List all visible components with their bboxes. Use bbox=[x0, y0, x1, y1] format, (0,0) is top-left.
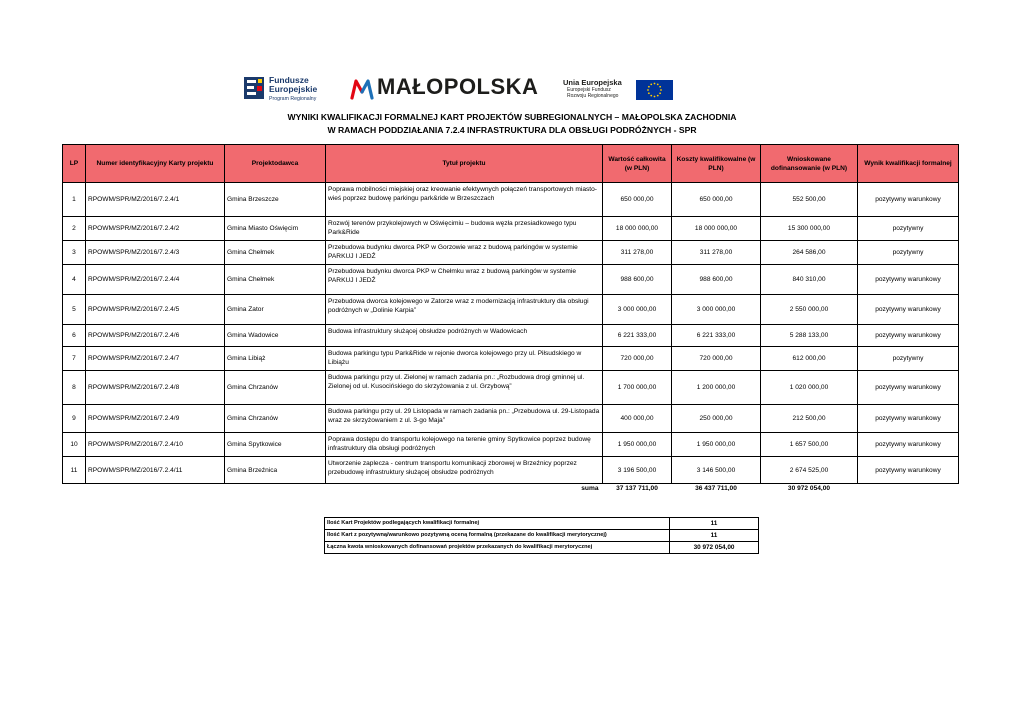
title-line1: WYNIKI KWALIFIKACJI FORMALNEJ KART PROJEKTÓW SUBREGIONALNYCH – MAŁOPOLSKA ZACHODNIA bbox=[287, 112, 737, 122]
table-row bbox=[63, 457, 959, 484]
row-lp: 10 bbox=[63, 433, 86, 457]
summary-value: 30 972 054,00 bbox=[670, 542, 759, 554]
row-eligible: 650 000,00 bbox=[672, 183, 761, 217]
row-eligible: 1 950 000,00 bbox=[672, 433, 761, 457]
row-cofin: 612 000,00 bbox=[761, 347, 858, 371]
row-eligible: 18 000 000,00 bbox=[672, 217, 761, 241]
row-title: Rozwój terenów przykolejowych w Oświęcimiu – budowa węzła przesiadkowego typu Park&Ride bbox=[326, 217, 603, 241]
sum-row bbox=[63, 484, 959, 495]
row-title: Budowa parkingu przy ul. Zielonej w ramach zadania pn.: „Rozbudowa drogi gminnej ul. Zielonej od ul. Kusocińskiego do skrzyżowania z ul. Grzybową” bbox=[326, 371, 603, 405]
row-result: pozytywny warunkowy bbox=[858, 371, 959, 405]
row-total: 988 600,00 bbox=[603, 265, 672, 295]
header-number: Numer identyfikacyjny Karty projektu bbox=[86, 145, 225, 183]
row-lp: 8 bbox=[63, 371, 86, 405]
row-beneficiary: Gmina Brzeźnica bbox=[225, 457, 326, 484]
row-result: pozytywny warunkowy bbox=[858, 295, 959, 325]
sum-total: 37 137 711,00 bbox=[616, 485, 658, 492]
row-cofin: 2 550 000,00 bbox=[761, 295, 858, 325]
row-lp: 3 bbox=[63, 241, 86, 265]
row-total: 400 000,00 bbox=[603, 405, 672, 433]
header-result: Wynik kwalifikacji formalnej bbox=[858, 145, 959, 183]
row-beneficiary: Gmina Chełmek bbox=[225, 241, 326, 265]
table-row bbox=[63, 241, 959, 265]
row-eligible: 720 000,00 bbox=[672, 347, 761, 371]
row-result: pozytywny warunkowy bbox=[858, 183, 959, 217]
row-beneficiary: Gmina Wadowice bbox=[225, 325, 326, 347]
row-title: Budowa parkingu przy ul. 29 Listopada w ramach zadania pn.: „Przebudowa ul. 29-Listopada wraz ze skrzyżowaniem z ul. 3-go Maja” bbox=[326, 405, 603, 433]
row-title: Poprawa dostępu do transportu kolejowego na terenie gminy Spytkowice poprzez budowę infrastruktury dla obsługi podróżnych bbox=[326, 433, 603, 457]
fe-line1: Fundusze bbox=[269, 75, 309, 85]
row-number: RPOWM/SPR/MZ/2016/7.2.4/4 bbox=[86, 265, 225, 295]
row-beneficiary: Gmina Spytkowice bbox=[225, 433, 326, 457]
row-result: pozytywny warunkowy bbox=[858, 433, 959, 457]
row-result: pozytywny bbox=[858, 347, 959, 371]
row-lp: 7 bbox=[63, 347, 86, 371]
eu-line2: Europejski Fundusz bbox=[567, 87, 611, 93]
row-lp: 2 bbox=[63, 217, 86, 241]
row-eligible: 3 000 000,00 bbox=[672, 295, 761, 325]
row-result: pozytywny warunkowy bbox=[858, 457, 959, 484]
row-title: Przebudowa dworca kolejowego w Zatorze wraz z modernizacją infrastruktury dla obsługi podróżnych w „Dolinie Karpia” bbox=[326, 295, 603, 325]
table-row bbox=[63, 347, 959, 371]
row-total: 3 000 000,00 bbox=[603, 295, 672, 325]
row-cofin: 1 020 000,00 bbox=[761, 371, 858, 405]
header-total: Wartość całkowita (w PLN) bbox=[603, 145, 672, 183]
row-number: RPOWM/SPR/MZ/2016/7.2.4/10 bbox=[86, 433, 225, 457]
table-row bbox=[63, 183, 959, 217]
table-header-row bbox=[63, 145, 959, 183]
row-result: pozytywny bbox=[858, 241, 959, 265]
summary-row bbox=[325, 530, 759, 542]
fe-line2: Europejskie bbox=[269, 84, 318, 94]
row-total: 1 700 000,00 bbox=[603, 371, 672, 405]
malopolska-logo bbox=[350, 76, 540, 104]
row-beneficiary: Gmina Chrzanów bbox=[225, 405, 326, 433]
fundusze-europejskie-icon bbox=[244, 77, 264, 99]
row-beneficiary: Gmina Libiąż bbox=[225, 347, 326, 371]
table-row bbox=[63, 371, 959, 405]
row-total: 3 196 500,00 bbox=[603, 457, 672, 484]
row-cofin: 15 300 000,00 bbox=[761, 217, 858, 241]
summary-value: 11 bbox=[670, 518, 759, 530]
table-row bbox=[63, 433, 959, 457]
summary-label: Łączna kwota wnioskowanych dofinansowań projektów przekazanych do kwalifikacji merytorycznej bbox=[325, 542, 670, 554]
row-result: pozytywny bbox=[858, 217, 959, 241]
row-title: Budowa infrastruktury służącej obsłudze podróżnych w Wadowicach bbox=[326, 325, 603, 347]
row-title: Przebudowa budynku dworca PKP w Gorzowie wraz z budową parkingów w systemie PARKUJ I JEDŹ bbox=[326, 241, 603, 265]
row-number: RPOWM/SPR/MZ/2016/7.2.4/7 bbox=[86, 347, 225, 371]
row-cofin: 212 500,00 bbox=[761, 405, 858, 433]
row-lp: 11 bbox=[63, 457, 86, 484]
table-row bbox=[63, 265, 959, 295]
row-total: 311 278,00 bbox=[603, 241, 672, 265]
row-cofin: 1 657 500,00 bbox=[761, 433, 858, 457]
summary-row bbox=[325, 542, 759, 554]
fundusze-europejskie-logo bbox=[244, 76, 344, 102]
row-lp: 6 bbox=[63, 325, 86, 347]
row-eligible: 1 200 000,00 bbox=[672, 371, 761, 405]
summary-row bbox=[325, 518, 759, 530]
row-beneficiary: Gmina Miasto Oświęcim bbox=[225, 217, 326, 241]
row-number: RPOWM/SPR/MZ/2016/7.2.4/3 bbox=[86, 241, 225, 265]
row-beneficiary: Gmina Chrzanów bbox=[225, 371, 326, 405]
summary-value: 11 bbox=[670, 530, 759, 542]
header-eligible: Koszty kwalifikowalne (w PLN) bbox=[672, 145, 761, 183]
header-title: Tytuł projektu bbox=[326, 145, 603, 183]
row-beneficiary: Gmina Brzeszcze bbox=[225, 183, 326, 217]
eu-line3: Rozwoju Regionalnego bbox=[567, 93, 619, 99]
row-result: pozytywny warunkowy bbox=[858, 325, 959, 347]
row-result: pozytywny warunkowy bbox=[858, 265, 959, 295]
row-eligible: 6 221 333,00 bbox=[672, 325, 761, 347]
header-beneficiary: Projektodawca bbox=[225, 145, 326, 183]
logo-bar bbox=[0, 76, 1024, 104]
row-number: RPOWM/SPR/MZ/2016/7.2.4/2 bbox=[86, 217, 225, 241]
row-total: 720 000,00 bbox=[603, 347, 672, 371]
row-cofin: 840 310,00 bbox=[761, 265, 858, 295]
header-lp: LP bbox=[63, 145, 86, 183]
row-eligible: 250 000,00 bbox=[672, 405, 761, 433]
row-number: RPOWM/SPR/MZ/2016/7.2.4/11 bbox=[86, 457, 225, 484]
row-number: RPOWM/SPR/MZ/2016/7.2.4/6 bbox=[86, 325, 225, 347]
row-cofin: 264 586,00 bbox=[761, 241, 858, 265]
row-cofin: 552 500,00 bbox=[761, 183, 858, 217]
row-beneficiary: Gmina Zator bbox=[225, 295, 326, 325]
row-total: 18 000 000,00 bbox=[603, 217, 672, 241]
header-cofin: Wnioskowane dofinansowanie (w PLN) bbox=[761, 145, 858, 183]
row-title: Utworzenie zaplecza - centrum transportu komunikacji zborowej w Brzeźnicy poprzez przebudowę infrastruktury służącej obsłudze podróżnych bbox=[326, 457, 603, 484]
row-number: RPOWM/SPR/MZ/2016/7.2.4/9 bbox=[86, 405, 225, 433]
row-lp: 5 bbox=[63, 295, 86, 325]
results-table bbox=[62, 144, 959, 494]
summary-label: Ilość Kart Projektów podlegających kwalifikacji formalnej bbox=[325, 518, 670, 530]
row-total: 6 221 333,00 bbox=[603, 325, 672, 347]
eu-flag-icon bbox=[636, 80, 673, 100]
title-line2: W RAMACH PODDZIAŁANIA 7.2.4 INFRASTRUKTURA DLA OBSŁUGI PODRÓŻNYCH - SPR bbox=[327, 125, 697, 135]
sum-eligible: 36 437 711,00 bbox=[695, 485, 737, 492]
row-eligible: 3 146 500,00 bbox=[672, 457, 761, 484]
eu-line1: Unia Europejska bbox=[563, 78, 622, 87]
table-row bbox=[63, 325, 959, 347]
row-number: RPOWM/SPR/MZ/2016/7.2.4/8 bbox=[86, 371, 225, 405]
row-title: Poprawa mobilności miejskiej oraz kreowanie efektywnych połączeń transportowych miasto-wieś poprzez budowę parkingu park&ride w Brzeszczach bbox=[326, 183, 603, 217]
document-title bbox=[0, 111, 1024, 137]
row-total: 1 950 000,00 bbox=[603, 433, 672, 457]
row-beneficiary: Gmina Chełmek bbox=[225, 265, 326, 295]
row-lp: 4 bbox=[63, 265, 86, 295]
fe-line3: Program Regionalny bbox=[269, 96, 317, 102]
sum-empty bbox=[858, 484, 959, 495]
row-number: RPOWM/SPR/MZ/2016/7.2.4/5 bbox=[86, 295, 225, 325]
row-title: Budowa parkingu typu Park&Ride w rejonie dworca kolejowego przy ul. Piłsudskiego w Libiążu bbox=[326, 347, 603, 371]
unia-europejska-logo bbox=[563, 78, 675, 102]
malopolska-m-icon bbox=[350, 77, 374, 101]
sum-label: suma bbox=[581, 485, 599, 492]
row-lp: 9 bbox=[63, 405, 86, 433]
table-row bbox=[63, 405, 959, 433]
row-title: Przebudowa budynku dworca PKP w Chełmku wraz z budową parkingów w systemie PARKUJ I JEDŹ bbox=[326, 265, 603, 295]
row-cofin: 2 674 525,00 bbox=[761, 457, 858, 484]
row-eligible: 988 600,00 bbox=[672, 265, 761, 295]
summary-table bbox=[324, 517, 759, 554]
row-result: pozytywny warunkowy bbox=[858, 405, 959, 433]
table-row bbox=[63, 295, 959, 325]
row-eligible: 311 278,00 bbox=[672, 241, 761, 265]
malopolska-wordmark: MAŁOPOLSKA bbox=[377, 74, 539, 99]
row-number: RPOWM/SPR/MZ/2016/7.2.4/1 bbox=[86, 183, 225, 217]
table-row bbox=[63, 217, 959, 241]
row-lp: 1 bbox=[63, 183, 86, 217]
row-total: 650 000,00 bbox=[603, 183, 672, 217]
row-cofin: 5 288 133,00 bbox=[761, 325, 858, 347]
summary-label: Ilość Kart z pozytywną/warunkowo pozytywną oceną formalną (przekazane do kwalifikacji merytorycznej) bbox=[325, 530, 670, 542]
sum-cofin: 30 972 054,00 bbox=[787, 485, 831, 492]
